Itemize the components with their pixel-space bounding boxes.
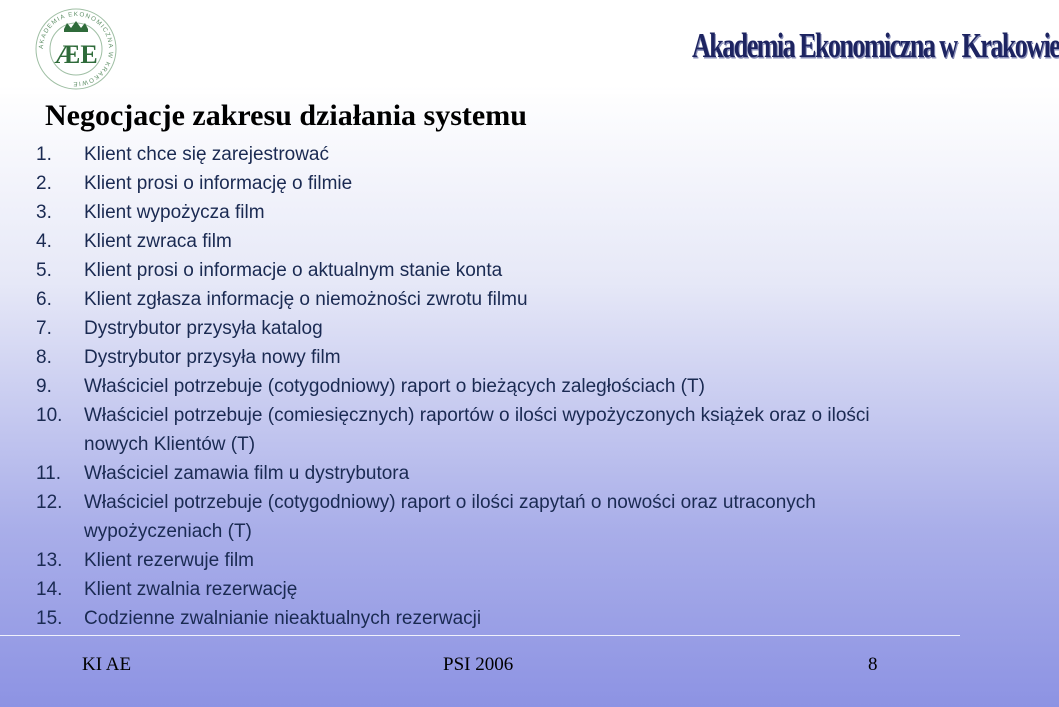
list-item: [36, 488, 936, 546]
item-text: Właściciel zamawia film u dystrybutora: [84, 463, 410, 484]
list-item: [36, 372, 936, 401]
item-text: Klient prosi o informację o filmie: [84, 173, 353, 194]
list-item: [36, 604, 936, 633]
list-item: [36, 546, 936, 575]
item-number: 3.: [36, 202, 52, 223]
item-number: 14.: [36, 579, 63, 600]
item-number: 8.: [36, 347, 52, 368]
item-text: Klient chce się zarejestrować: [84, 144, 329, 165]
item-text: Klient zwalnia rezerwację: [84, 579, 298, 600]
item-text: Właściciel potrzebuje (comiesięcznych) raportów o ilości wypożyczonych książek oraz o ilości nowych Klientów (T): [84, 405, 870, 455]
item-number: 15.: [36, 608, 63, 629]
footer-course: KI AE: [82, 654, 132, 675]
item-number: 11.: [36, 463, 62, 484]
item-text: Dystrybutor przysyła katalog: [84, 318, 323, 339]
item-number: 10.: [36, 405, 63, 426]
list-item: [36, 314, 936, 343]
item-text: Właściciel potrzebuje (cotygodniowy) raport o ilości zapytań o nowości oraz utraconych wypożyczeniach (T): [84, 492, 816, 542]
item-number: 5.: [36, 260, 52, 281]
university-banner-logo: Akademia Ekonomiczna w Krakowie: [692, 26, 1059, 66]
list-item: [36, 198, 936, 227]
item-text: Klient prosi o informacje o aktualnym stanie konta: [84, 260, 503, 281]
header-divider: [0, 90, 960, 94]
item-number: 12.: [36, 492, 63, 513]
list-item: [36, 227, 936, 256]
item-number: 2.: [36, 173, 52, 194]
footer-divider: [0, 635, 960, 636]
list-item: [36, 256, 936, 285]
list-item: [36, 459, 936, 488]
item-number: 1.: [36, 144, 52, 165]
list-item: [36, 140, 936, 169]
item-number: 13.: [36, 550, 63, 571]
item-text: Klient zgłasza informację o niemożności zwrotu filmu: [84, 289, 528, 310]
seal-monogram: ÆE: [54, 40, 98, 69]
list-item: [36, 343, 936, 372]
item-text: Codzienne zwalnianie nieaktualnych rezerwacji: [84, 608, 482, 629]
slide-title: Negocjacje zakresu działania systemu: [45, 99, 527, 132]
item-text: Klient rezerwuje film: [84, 550, 254, 571]
item-text: Klient wypożycza film: [84, 202, 265, 223]
requirements-list: [36, 140, 936, 633]
list-item: [36, 169, 936, 198]
list-item: [36, 285, 936, 314]
item-text: Właściciel potrzebuje (cotygodniowy) raport o bieżących zaległościach (T): [84, 376, 705, 397]
item-number: 4.: [36, 231, 52, 252]
item-text: Dystrybutor przysyła nowy film: [84, 347, 341, 368]
list-item: [36, 575, 936, 604]
footer-subject: PSI 2006: [443, 654, 514, 675]
item-number: 9.: [36, 376, 52, 397]
university-seal-logo: [34, 7, 118, 91]
item-number: 7.: [36, 318, 52, 339]
seal-ring-text: AKADEMIA EKONOMICZNA W KRAKOWIE: [37, 10, 115, 88]
item-text: Klient zwraca film: [84, 231, 232, 252]
item-number: 6.: [36, 289, 52, 310]
page-number: 8: [868, 654, 878, 675]
list-item: [36, 401, 936, 459]
